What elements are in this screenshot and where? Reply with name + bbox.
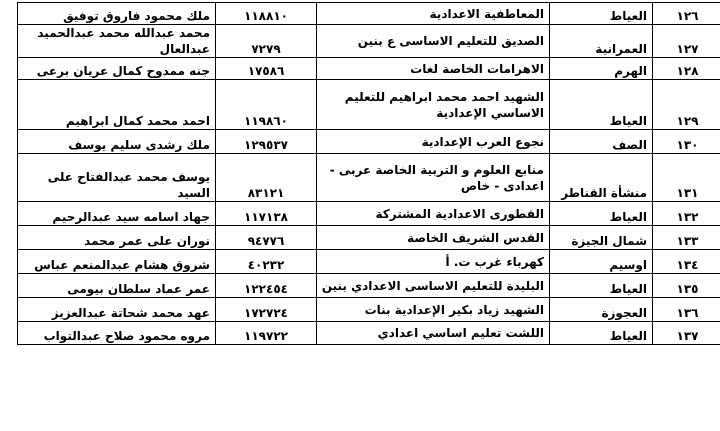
row-number-cell: ١٣٧ — [653, 322, 720, 345]
table-row — [18, 58, 720, 80]
seat-number-cell: ٧٢٧٩ — [216, 25, 317, 58]
school-name-line: اعدادى - خاص — [460, 178, 544, 193]
school-name-line: منابع العلوم و التربية الخاصة عربى - — [329, 162, 544, 177]
seat-number-cell: ١١٩٧٢٢ — [216, 322, 317, 345]
school-name-line: الشهيد احمد محمد ابراهيم للتعليم — [344, 89, 544, 104]
seat-number-cell: ١٧٥٨٦ — [216, 58, 317, 80]
table-row — [18, 154, 720, 202]
student-name-cell: يوسف محمد عبدالفتاح على السيد — [18, 154, 216, 202]
school-name-line: القدس الشريف الخاصة — [407, 230, 544, 245]
row-number-cell: ١٣١ — [653, 154, 720, 202]
administration-cell: الصف — [550, 130, 653, 154]
table-row — [18, 274, 720, 298]
administration-cell: شمال الجيزة — [550, 226, 653, 250]
results-table — [17, 2, 720, 345]
school-name-cell — [317, 298, 550, 322]
row-number-cell: ١٢٨ — [653, 58, 720, 80]
table-row — [18, 3, 720, 25]
seat-number-cell: ٤٠٢٣٢ — [216, 250, 317, 274]
student-name-cell: احمد محمد كمال ابراهيم — [18, 80, 216, 130]
table-row — [18, 130, 720, 154]
administration-cell: منشأة القناطر — [550, 154, 653, 202]
school-name-cell — [317, 274, 550, 298]
school-name-line: نجوع العرب الإعدادية — [421, 134, 544, 149]
school-name-cell — [317, 130, 550, 154]
seat-number-cell: ١٢٢٤٥٤ — [216, 274, 317, 298]
seat-number-cell: ١١٩٨٦٠ — [216, 80, 317, 130]
row-number-cell: ١٢٧ — [653, 25, 720, 58]
school-name-cell — [317, 226, 550, 250]
administration-cell: العمرانية — [550, 25, 653, 58]
table-row — [18, 80, 720, 130]
row-number-cell: ١٣٤ — [653, 250, 720, 274]
seat-number-cell: ١٢٩٥٣٧ — [216, 130, 317, 154]
school-name-line: كهرباء غرب ت. أ — [445, 254, 544, 269]
results-table-body — [18, 3, 720, 345]
school-name-line: القطورى الاعدادية المشتركة — [375, 206, 544, 221]
administration-cell: العياط — [550, 202, 653, 226]
student-name-cell: نوران على عمر محمد — [18, 226, 216, 250]
school-name-cell — [317, 322, 550, 345]
seat-number-cell: ١٧٢٧٢٤ — [216, 298, 317, 322]
row-number-cell: ١٢٦ — [653, 3, 720, 25]
student-name-cell: مروه محمود صلاح عبدالتواب — [18, 322, 216, 345]
school-name-line: البليدة للتعليم الاساسى الاعدادي بنين — [321, 278, 544, 293]
row-number-cell: ١٣٠ — [653, 130, 720, 154]
seat-number-cell: ٩٤٧٧٦ — [216, 226, 317, 250]
school-name-cell — [317, 250, 550, 274]
administration-cell: الهرم — [550, 58, 653, 80]
table-row — [18, 226, 720, 250]
table-row — [18, 322, 720, 345]
school-name-cell — [317, 58, 550, 80]
table-row — [18, 202, 720, 226]
school-name-line: اللشت تعليم اساسي اعدادي — [377, 326, 544, 340]
school-name-line: المعاطفية الاعدادية — [429, 6, 544, 21]
row-number-cell: ١٣٢ — [653, 202, 720, 226]
student-name-cell: جهاد اسامه سيد عبدالرحيم — [18, 202, 216, 226]
student-name-cell: عهد محمد شحاتة عبدالعزيز — [18, 298, 216, 322]
administration-cell: العياط — [550, 322, 653, 345]
row-number-cell: ١٣٦ — [653, 298, 720, 322]
table-row — [18, 298, 720, 322]
school-name-line: الاساسي الإعدادية — [436, 105, 544, 120]
school-name-line: الاهرامات الخاصة لغات — [410, 61, 544, 76]
school-name-cell — [317, 202, 550, 226]
school-name-cell — [317, 3, 550, 25]
table-row — [18, 25, 720, 58]
administration-cell: العجوزة — [550, 298, 653, 322]
administration-cell: اوسيم — [550, 250, 653, 274]
row-number-cell: ١٣٥ — [653, 274, 720, 298]
school-name-cell — [317, 154, 550, 202]
row-number-cell: ١٢٩ — [653, 80, 720, 130]
student-name-cell: جنه ممدوح كمال عريان برعى — [18, 58, 216, 80]
student-name-cell: شروق هشام عبدالمنعم عباس — [18, 250, 216, 274]
school-name-cell — [317, 25, 550, 58]
administration-cell: العياط — [550, 274, 653, 298]
seat-number-cell: ١١٧١٣٨ — [216, 202, 317, 226]
seat-number-cell: ١١٨٨١٠ — [216, 3, 317, 25]
administration-cell: العياط — [550, 80, 653, 130]
table-row — [18, 250, 720, 274]
seat-number-cell: ٨٣١٢١ — [216, 154, 317, 202]
administration-cell: العياط — [550, 3, 653, 25]
student-name-cell: ملك رشدى سليم يوسف — [18, 130, 216, 154]
student-name-cell: عمر عماد سلطان بيومى — [18, 274, 216, 298]
school-name-line: الصديق للتعليم الاساسى ع بنين — [357, 34, 544, 48]
school-name-line: الشهيد زياد بكير الإعدادية بنات — [364, 302, 544, 317]
student-name-cell: محمد عبدالله محمد عبدالحميد عبدالعال — [18, 25, 216, 58]
school-name-cell — [317, 80, 550, 130]
row-number-cell: ١٣٣ — [653, 226, 720, 250]
student-name-cell: ملك محمود فاروق توفيق — [18, 3, 216, 25]
